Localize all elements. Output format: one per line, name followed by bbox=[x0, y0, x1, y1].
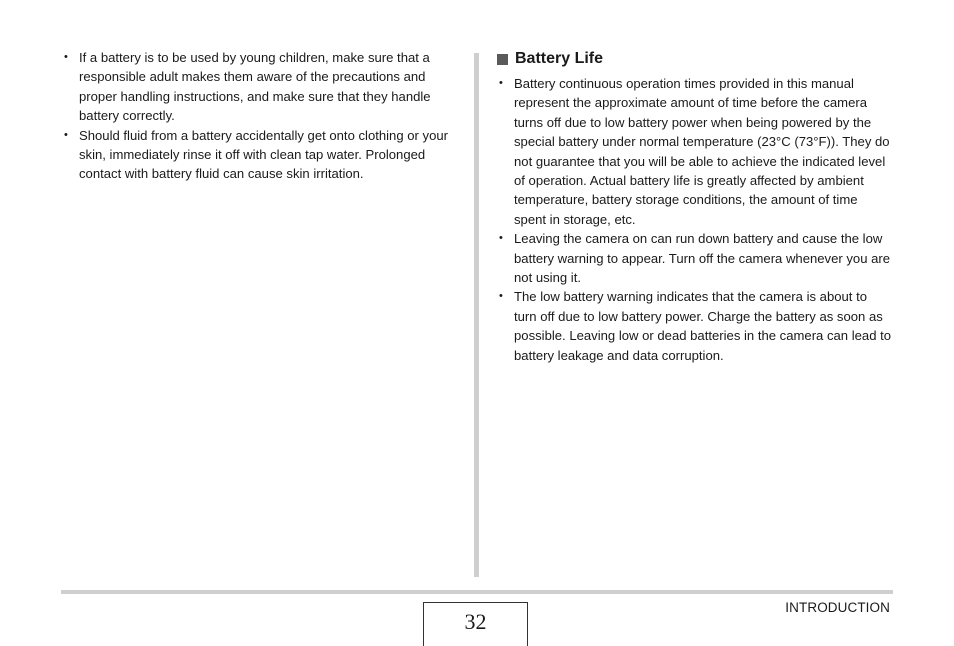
list-item: • If a battery is to be used by young children, make sure that a responsible adult makes them aware of the precautions and proper handling instructions, and make sure that they handle battery correctly. bbox=[62, 48, 454, 126]
section-heading bbox=[497, 49, 893, 69]
right-column bbox=[497, 46, 893, 365]
list-item: • Battery continuous operation times provided in this manual represent the approximate amount of time before the camera turns off due to low battery power when being powered by the special battery under normal temperature (23°C (73°F)). They do not guarantee that you will be able to achieve the indicated level of operation. Actual battery life is greatly affected by ambient temperature, battery storage conditions, the amount of time spent in storage, etc. bbox=[497, 74, 893, 229]
list-item: • The low battery warning indicates that the camera is about to turn off due to low battery power. Charge the battery as soon as possible. Leaving low or dead batteries in the camera can lead to battery leakage and data corruption. bbox=[497, 287, 893, 365]
column-divider bbox=[474, 53, 479, 577]
page-number: 32 bbox=[423, 602, 528, 646]
list-item: • Should fluid from a battery accidentally get onto clothing or your skin, immediately rinse it off with clean tap water. Prolonged contact with battery fluid can cause skin irritation. bbox=[62, 126, 454, 184]
square-bullet-icon bbox=[497, 54, 508, 65]
footer-divider bbox=[61, 590, 893, 594]
left-bullet-list bbox=[62, 48, 454, 184]
section-label: INTRODUCTION bbox=[785, 600, 890, 615]
right-bullet-list bbox=[497, 74, 893, 365]
left-column bbox=[62, 46, 454, 184]
section-heading-text: Battery Life bbox=[515, 50, 604, 67]
list-item: • Leaving the camera on can run down battery and cause the low battery warning to appear. Turn off the camera whenever you are not using it. bbox=[497, 229, 893, 287]
